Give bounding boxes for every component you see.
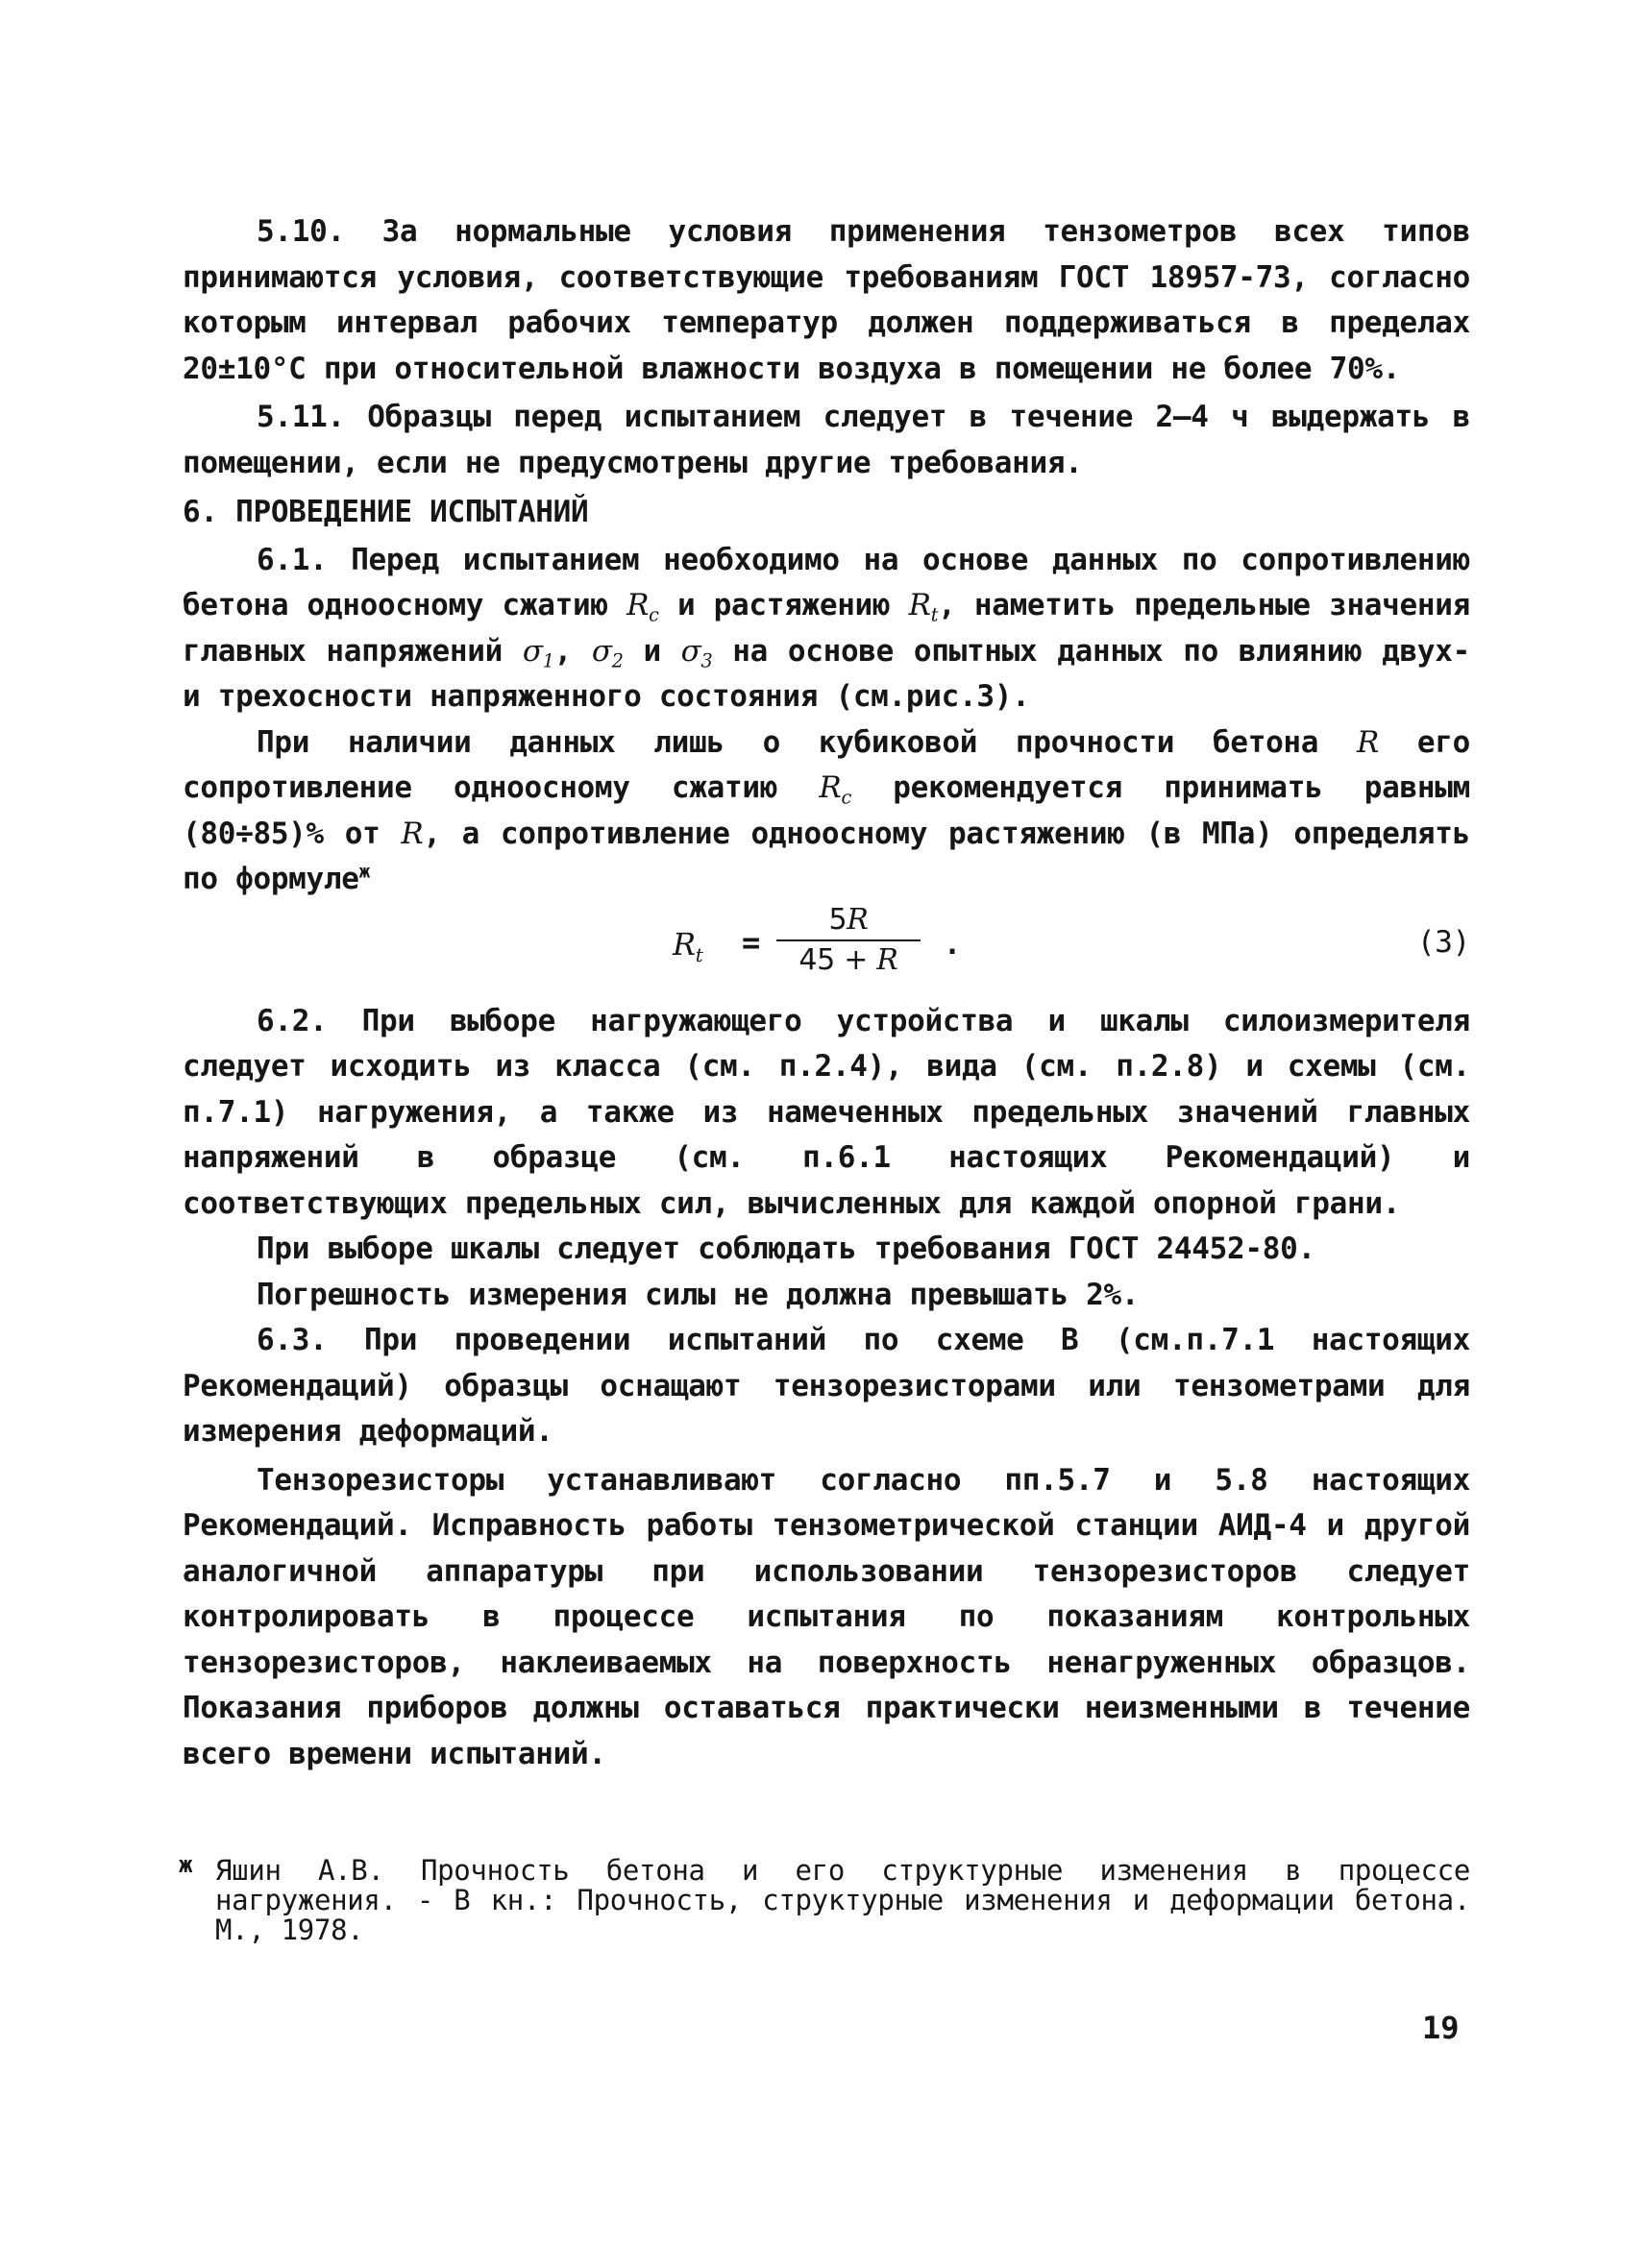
- formula-period: .: [944, 927, 961, 962]
- footnote-text: Яшин А.В. Прочность бетона и его структурные изменения в процессе нагружения. - В кн.: Прочность, структурные изменения и деформации бетона. М., 1978.: [215, 1854, 1470, 1946]
- formula-denominator: 45 + R: [798, 942, 898, 977]
- formula-lhs: $R_t$: [673, 925, 703, 966]
- formula-3: [183, 902, 1470, 995]
- footnote-mark: ж: [179, 1851, 193, 1878]
- symbol-rt: $R_t$: [908, 588, 939, 626]
- paragraph-6-2: 6.2. При выборе нагружающего устройства и шкалы силоизмерителя следует исходить из класса (см. п.2.4), вида (см. п.2.8) и схемы (см. п.7.1) нагружения, а также из намеченных предельных значений главных напряжений в образце (см. п.6.1 настоящих Рекомендаций) и соответствующих предельных сил, вычисленных для каждой опорной грани.: [183, 1003, 1470, 1221]
- symbol-sigma-2: $\sigma_2$: [591, 633, 624, 672]
- paragraph-6-1: 6.1. Перед испытанием необходимо на основе данных по сопротивлению бетона одноосному сжатию $R_c$ и растяжению $R_t$, наметить предельные значения главных напряжений $\sigma_1$, $\sigma_2$ и $\sigma_3$ на основе опытных данных по влиянию двух- и трехосности напряженного состояния (см.рис.3).: [183, 542, 1470, 714]
- formula-equals: =: [742, 923, 760, 961]
- paragraph-5-11: 5.11. Образцы перед испытанием следует в течение 2–4 ч выдержать в помещении, если не предусмотрены другие требования.: [183, 400, 1470, 480]
- symbol-r: R: [401, 816, 424, 851]
- symbol-sigma-3: $\sigma_3$: [680, 633, 713, 672]
- symbol-r: R: [1357, 724, 1380, 760]
- footnote-reference: ж: [358, 860, 370, 883]
- symbol-sigma-1: $\sigma_1$: [522, 633, 554, 672]
- footnote: [179, 1851, 1470, 1946]
- formula-fraction: [776, 903, 921, 980]
- symbol-rc: $R_c$: [819, 770, 851, 809]
- paragraph-6-3: 6.3. При проведении испытаний по схеме В (см.п.7.1 настоящих Рекомендаций) образцы оснащают тензорезисторами или тензометрами для измерения деформаций.: [183, 1323, 1470, 1449]
- paragraph-6-3-strain-gauges: Тензорезисторы устанавливают согласно пп.5.7 и 5.8 настоящих Рекомендаций. Исправность работы тензометрической станции АИД-4 и другой аналогичной аппаратуры при использовании тензорезисторов следует контролировать в процессе испытания по показаниям контрольных тензорезисторов, наклеиваемых на поверхность ненагруженных образцов. Показания приборов должны оставаться практически неизменными в течение всего времени испытаний.: [183, 1462, 1470, 1771]
- formula-numerator: 5R: [776, 903, 921, 941]
- formula-number: (3): [1416, 924, 1470, 960]
- symbol-rc: $R_c$: [626, 588, 659, 626]
- section-heading-6: 6. ПРОВЕДЕНИЕ ИСПЫТАНИЙ: [183, 495, 589, 529]
- body-text: [183, 209, 1470, 1777]
- paragraph-6-1-cube: При наличии данных лишь о кубиковой прочности бетона R его сопротивление одноосному сжатию $R_c$ рекомендуется принимать равным (80÷85)% от R, а сопротивление одноосному растяжению (в МПа) определять по формуле$^ж$: [183, 724, 1470, 896]
- paragraph-6-2-error: Погрешность измерения силы не должна превышать 2%.: [257, 1277, 1140, 1312]
- page-number: 19: [1422, 2010, 1460, 2046]
- paragraph-6-2-scale: При выборе шкалы следует соблюдать требования ГОСТ 24452-80.: [257, 1232, 1315, 1266]
- paragraph-5-10: 5.10. За нормальные условия применения тензометров всех типов принимаются условия, соответствующие требованиям ГОСТ 18957-73, согласно которым интервал рабочих температур должен поддерживаться в пределах 20±10°С при относительной влажности воздуха в помещении не более 70%.: [183, 214, 1470, 386]
